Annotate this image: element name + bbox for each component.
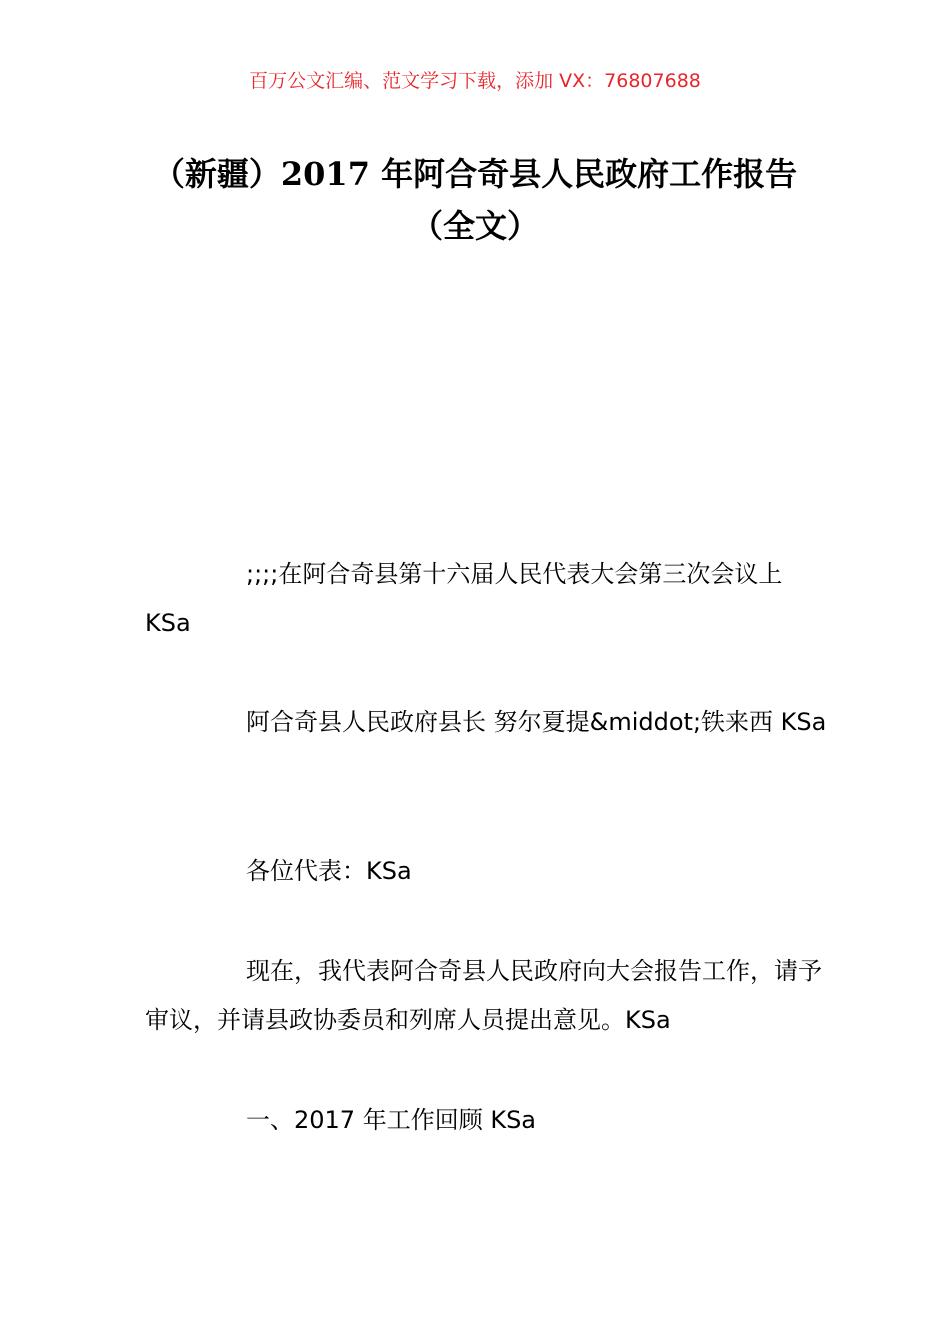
promo-header-note: 百万公文汇编、范文学习下载，添加 VX：76807688: [249, 70, 701, 92]
section-heading: 一、2017 年工作回顾 KSa: [246, 1106, 537, 1134]
document-title: （新疆）2017 年阿合奇县人民政府工作报告（全文）: [152, 155, 798, 245]
meeting-line: ;;;;在阿合奇县第十六届人民代表大会第三次会议上 KSa: [145, 560, 783, 637]
salutation: 各位代表：KSa: [246, 857, 412, 885]
speaker-line: 阿合奇县人民政府县长 努尔夏提&middot;铁来西 KSa: [246, 708, 827, 736]
opening-paragraph: 现在，我代表阿合奇县人民政府向大会报告工作，请予审议，并请县政协委员和列席人员提出意见。KSa: [145, 957, 822, 1034]
